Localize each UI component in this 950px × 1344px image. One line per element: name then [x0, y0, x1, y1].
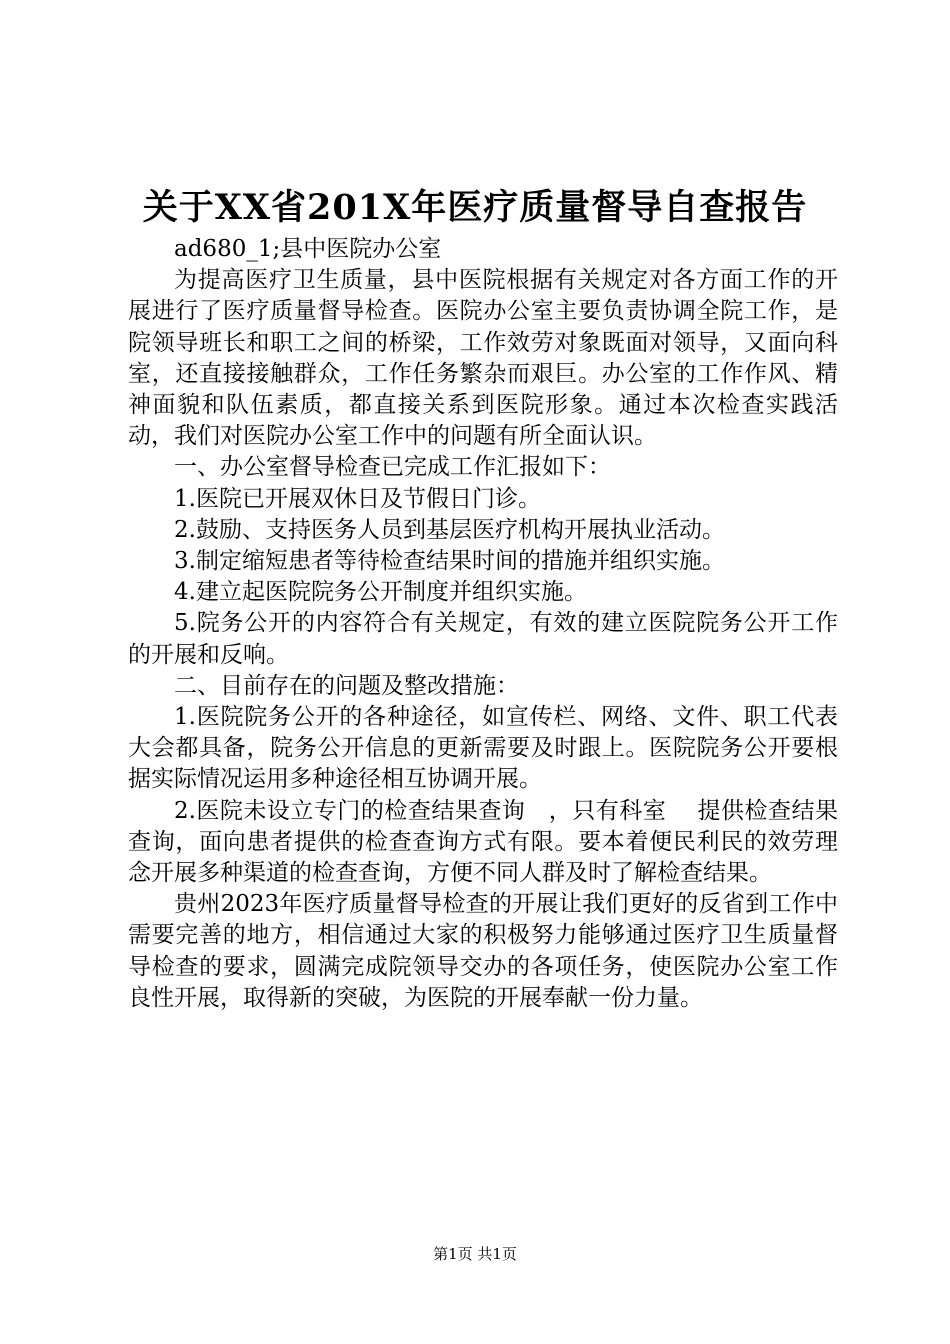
- page-footer: 第1页 共1页: [433, 1245, 517, 1263]
- section-heading-problems: 二、目前存在的问题及整改措施：: [174, 672, 519, 699]
- author-line: ad680_1;县中医院办公室: [174, 236, 442, 262]
- list-item: 4.建立起医院院务公开制度并组织实施。: [174, 579, 587, 606]
- list-item: 1.医院已开展双休日及节假日门诊。: [174, 485, 541, 512]
- list-item: 1.医院院务公开的各种途径，如宣传栏、网络、文件、职工代表大会都具备，院务公开信息的更新需要及时跟上。医院院务公开要根据实际情况运用多种途径相互协调开展。: [128, 704, 838, 793]
- document-body: [128, 234, 838, 1014]
- list-item: 3.制定缩短患者等待检查结果时间的措施并组织实施。: [174, 548, 725, 575]
- section-heading-completed-work: 一、办公室督导检查已完成工作汇报如下：: [174, 454, 611, 481]
- list-item: 2.医院未设立专门的检查结果查询 ，只有科室 提供检查结果查询，面向患者提供的检查查询方式有限。要本着便民利民的效劳理念开展多种渠道的检查查询，方便不同人群及时了解检查结果。: [128, 797, 838, 887]
- list-item: 2.鼓励、支持医务人员到基层医疗机构开展执业活动。: [174, 516, 725, 543]
- list-item: 5.院务公开的内容符合有关规定，有效的建立医院院务公开工作的开展和反响。: [128, 610, 838, 668]
- conclusion-paragraph: 贵州2023年医疗质量督导检查的开展让我们更好的反省到工作中需要完善的地方，相信通过大家的积极努力能够通过医疗卫生质量督导检查的要求，圆满完成院领导交办的各项任务，使医院办公室工作良性开展，取得新的突破，为医院的开展奉献一份力量。: [128, 891, 838, 1011]
- intro-paragraph: 为提高医疗卫生质量，县中医院根据有关规定对各方面工作的开展进行了医疗质量督导检查。医院办公室主要负责协调全院工作，是院领导班长和职工之间的桥梁，工作效劳对象既面对领导，又面向科室，还直接接触群众，工作任务繁杂而艰巨。办公室的工作作风、精神面貌和队伍素质，都直接关系到医院形象。通过本次检查实践活动，我们对医院办公室工作中的问题有所全面认识。: [128, 267, 838, 450]
- document-title: 关于XX省201X年医疗质量督导自查报告: [142, 187, 808, 228]
